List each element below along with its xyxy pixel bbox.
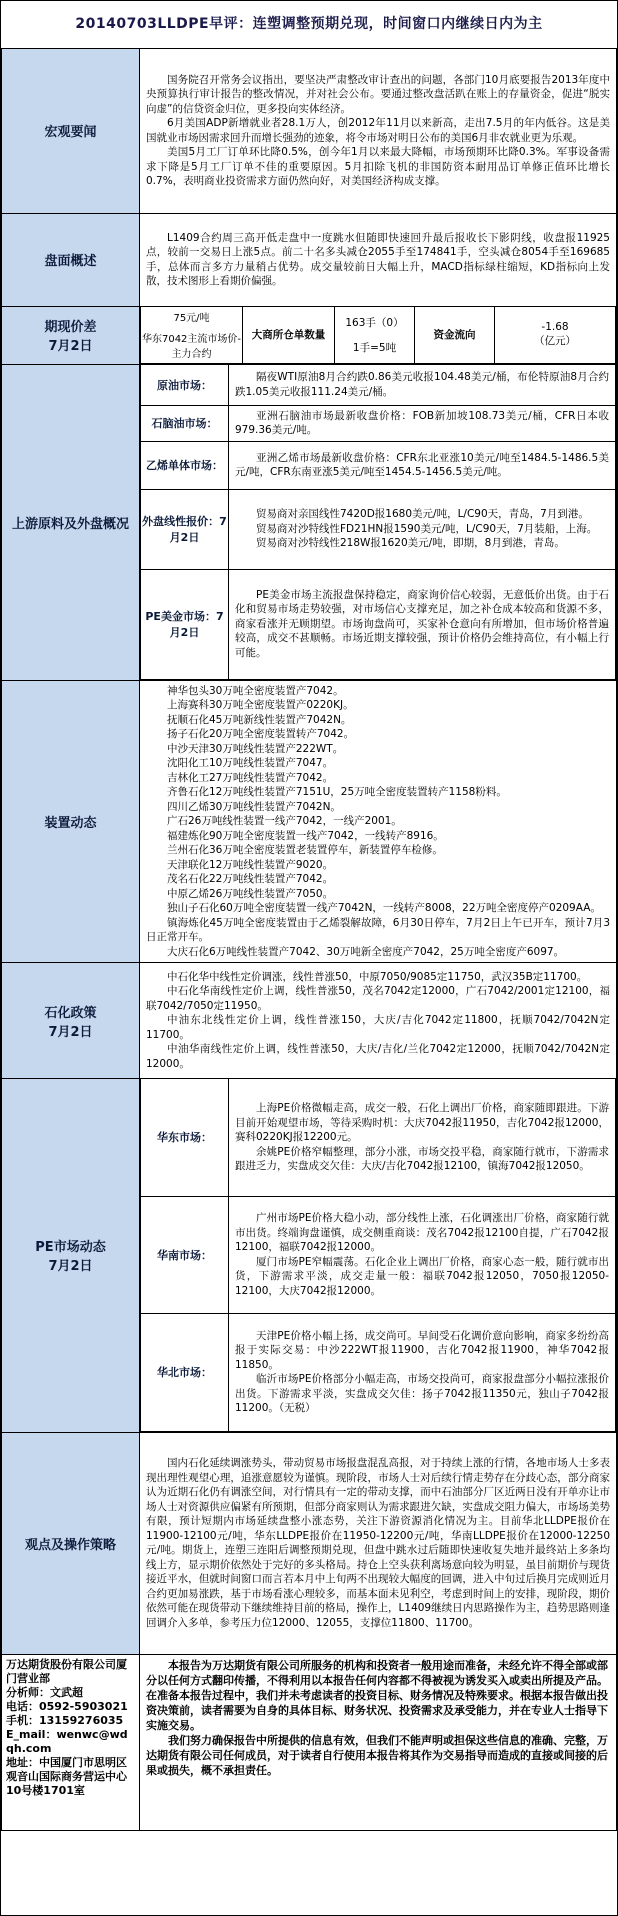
flow-label: 资金流向 — [415, 307, 495, 364]
upstream-item — [141, 489, 616, 569]
pe-market-label — [2, 1079, 140, 1433]
pe-usd-text: PE美金市场主流报盘保持稳定，商家询价信心较弱，无意低价出货。由于石化和贸易市场走势较强，对市场信心支撑充足，加之补仓成本较高和货源不多，商家看涨并无顾期望。市场询盘尚可，买家补仓意向有所增加，但市场价格普遍较高，成交不甚顺畅。市场近期支撑较强，预计价格仍会维持高位，有小幅上行可能。 — [235, 588, 609, 659]
devices-label: 装置动态 — [2, 680, 140, 963]
overview-para: L1409合约周三高开低走盘中一度跳水但随即快速回升最后报收长下影阴线，收盘报11925点，较前一交易日上涨5点。前二十名多头减仓2055手至174841手，空头减仓8054手至169685手，总体而言多方力量稍占优势。成交量较前日大幅上升，MACD指标绿柱缩短，KD指标向上发散，技术图形上看期价偏强。 — [146, 231, 610, 287]
warehouse-label: 大商所仓单数量 — [243, 307, 335, 364]
disclaimer-para: 我们努力确保报告中所提供的信息有效，但我们不能声明或担保这些信息的准确、完整，万达期货有限公司任何成员，对于读者自行使用本报告将其作为交易指导而造成的直接或间接的后果或损失，概不承担责任。 — [146, 1733, 608, 1777]
macro-para: 美国5月工厂订单环比降0.5%，创今年1月以来最大降幅，市场预期环比降0.3%。军事设备需求下降是5月工厂订单不佳的重要原因。5月扣除飞机的非国防资本耐用品订单修正值环比增长0.7%，表明商业投资需求方面仍然向好，对美国经济构成支撑。 — [146, 146, 610, 188]
macro-content — [140, 49, 617, 213]
warehouse-unit: 1手=5吨 — [352, 341, 397, 354]
report-title: 20140703LLDPE早评：连塑调整预期兑现，时间窗口内继续日内为主 — [1, 1, 617, 49]
flow-unit: （亿元） — [534, 335, 576, 348]
disclaimer — [140, 1654, 617, 1830]
flow-value: -1.68 — [541, 321, 569, 334]
device-line: 中原乙烯26万吨线性装置产7050。 — [167, 887, 334, 900]
strategy-row — [2, 1432, 617, 1654]
disclaimer-para: 本报告为万达期货有限公司所服务的机构和投资者一般用途而准备，未经允许不得全部或部分以任何方式翻印传播，不得利用以本报告任何内容都不得被视为诱发买入或卖出所提及产品。在准备本报告过程中，我们并未考虑读者的投资目标、财务情况及特殊要求。根据本报告做出投资决策前，读者需要为自身的具体目标、财务状况、投资需求及承受能力，并在专业人士指导下实施交易。 — [146, 1658, 608, 1732]
device-line: 齐鲁石化12万吨线性装置产7151U，25万吨全密度装置转产1158粉料。 — [167, 786, 507, 798]
basis-content — [140, 306, 617, 365]
analyst: 分析师：文武超 — [6, 1685, 83, 1699]
phone: 电话：0592-5903021 — [6, 1699, 128, 1713]
upstream-item — [141, 569, 616, 679]
basis-label — [2, 306, 140, 365]
overview-row — [2, 213, 617, 306]
east-china-label: 华东市场： — [141, 1079, 229, 1196]
naphtha-text: 亚洲石脑油市场最新收盘价格：FOB新加坡108.73美元/桶，CFR日本收979.36美元/吨。 — [235, 409, 609, 436]
foreign-quote-label: 外盘线性报价：7月2日 — [141, 489, 229, 569]
petro-para: 中石化华中线性定价调涨，线性普涨50，中原7050/9085定11750，武汉35B定11700。 — [167, 970, 588, 983]
pe-region — [141, 1196, 616, 1313]
company-name: 万达期货股份有限公司厦门营业部 — [6, 1657, 127, 1685]
device-line: 四川乙烯30万吨线性装置产7042N。 — [167, 800, 341, 813]
petro-para: 中石化华南线性定价上调，线性普涨50，茂名7042定12000，广石7042/2001定12100，福联7042/7050定11950。 — [146, 985, 610, 1012]
devices-row — [2, 680, 617, 963]
basis-label-line2: 7月2日 — [48, 339, 93, 355]
pe-market-content — [140, 1079, 617, 1433]
device-line: 扬子石化20万吨全密度装置转产7042。 — [167, 728, 355, 740]
crude-label: 原油市场： — [141, 365, 229, 405]
device-line: 神华包头30万吨全密度装置产7042。 — [167, 684, 344, 697]
upstream-row — [2, 365, 617, 681]
pe-market-subtable — [140, 1079, 616, 1432]
north-china-label: 华北市场： — [141, 1313, 229, 1431]
overview-content — [140, 213, 617, 306]
warehouse-value: 163手（0） — [345, 316, 404, 329]
pe-usd-label: PE美金市场：7月2日 — [141, 569, 229, 679]
basis-row — [2, 306, 617, 365]
spread-value: 75元/吨 — [173, 313, 210, 325]
device-line: 天津联化12万吨线性装置产9020。 — [167, 858, 334, 871]
footer-row — [2, 1654, 617, 1830]
pe-market-row — [2, 1079, 617, 1433]
petro-label-line2: 7月2日 — [48, 1024, 93, 1040]
upstream-content — [140, 365, 617, 681]
petro-content — [140, 963, 617, 1079]
upstream-label: 上游原料及外盘概况 — [2, 365, 140, 681]
petro-row — [2, 963, 617, 1079]
crude-text: 隔夜WTI原油8月合约跌0.86美元收报104.48美元/桶，布伦特原油8月合约跌1.05美元收报111.24美元/桶。 — [235, 371, 609, 398]
foreign-quote-line: 贸易商对沙特线性218W报1620美元/吨，即期，8月到港，青岛。 — [256, 537, 565, 550]
macro-row — [2, 49, 617, 213]
macro-para: 国务院召开常务会议指出，要坚决严肃整改审计查出的问题，各部门10月底要报告2013年度中央预算执行审计报告的整改情况，并对社会公布。要通过整改盘活趴在账上的存量资金，促进“脱实向虚”的信贷资金归位，更多投向实体经济。 — [146, 73, 610, 115]
macro-label: 宏观要闻 — [2, 49, 140, 213]
foreign-quote-line: 贸易商对亲国线性7420D报1680美元/吨，L/C90天，青岛，7月到港。 — [256, 508, 589, 521]
upstream-item — [141, 441, 616, 489]
device-line: 福建炼化90万吨全密度装置一线产7042，一线转产8916。 — [167, 829, 444, 842]
device-line: 独山子石化60万吨全密度装置一线产7042N，一线转产8008，22万吨全密度停产0209AA。 — [167, 902, 601, 914]
north-china-para: 临沂市场PE价格部分小幅走高，市场交投尚可，商家报盘部分小幅拉涨报价出货。下游需求平淡，实盘成交欠佳：扬子7042报11350元，独山子7042报11200。（无税） — [235, 1373, 609, 1414]
device-line: 抚顺石化45万吨新线性装置产7042N。 — [167, 713, 352, 726]
north-china-para: 天津PE价格小幅上扬，成交尚可。早间受石化调价意向影响，商家多纷纷高报于实际交易：中沙222WT报11900，吉化7042报11900，神华7042报11850。 — [235, 1329, 609, 1371]
strategy-label: 观点及操作策略 — [2, 1432, 140, 1654]
report-table — [1, 49, 617, 1831]
strategy-text: 国内石化延续调涨势头，带动贸易市场报盘混乱高报，对于持续上涨的行情，各地市场人士多表现出理性观望心理，追涨意愿较为谨慎。现阶段，市场人士对后续行情走势存在分歧心态，部分商家认为近期石化仍有调涨空间，对行情具有一定的带动支撑，而中石油部分厂区近两日没有开单亦让市场人士对资源供应偏紧有所预期，但部分商家则认为需求跟进欠缺，实盘成交阻力偏大，市场场美势有限，预计短期内市场延续盘整小涨态势，关注下游资源消化情况为主。目前华北LLDPE报价在11900-12100元/吨，华东LLDPE报价在11950-12200元/吨，华南LLDPE报价在12000-12250元/吨。期货上，连塑三连阳后调整预期兑现，但盘中跳水过后随即快速收复失地并最终站上多条均线上方，显示期价依然处于完好的多头格局。持仓上空头获利离场意向较为明显，虽目前期价与现货接近平水，但就时间窗口而言若本月中上旬两不出现较大幅度的回调，进入中旬过后换月完成则近月合约更加易涨跌，基于市场看涨心理较多，而基本面未见利空，考虑到时间上的安排，现阶段，期价依然可能在现货带动下继续维持目前的格局，操作上，L1409继续日内思路操作为主，趋势思路则逢回调介入多单，参考压力位12000、12055，支撑位11800、11700。 — [146, 1457, 610, 1629]
south-china-label: 华南市场： — [141, 1196, 229, 1313]
south-china-para: 厦门市场PE窄幅震荡。石化企业上调出厂价格，商家心态一般，随行就市出货，下游需求平淡，成交走量一般：福联7042报12050，7050报12050-12100，大庆7042报12000。 — [235, 1255, 609, 1297]
upstream-subtable — [140, 365, 616, 680]
warehouse-cell — [335, 307, 415, 364]
spread-cell — [141, 307, 243, 364]
device-line: 沈阳化工10万吨线性装置产7047。 — [167, 757, 334, 769]
overview-label: 盘面概述 — [2, 213, 140, 306]
pe-region — [141, 1079, 616, 1196]
upstream-item — [141, 365, 616, 405]
device-line: 广石26万吨线性装置一线产7042，一线产2001。 — [167, 815, 402, 827]
spread-desc: 华东7042主流市场价-主力合约 — [141, 334, 242, 361]
device-line: 中沙天津30万吨线性装置产222WT。 — [167, 742, 344, 755]
petro-label-line1: 石化政策 — [44, 1005, 97, 1021]
devices-content — [140, 680, 617, 963]
upstream-item — [141, 405, 616, 441]
macro-para: 6月美国ADP新增就业者28.1万人，创2012年11月以来新高，走出7.5月的年内低谷。这是美国就业市场因需求回升而增长强劲的迹象，将令市场对明日公布的美国6月非农就业更为乐观。 — [146, 117, 610, 144]
east-china-para: 上海PE价格微幅走高，成交一般，石化上调出厂价格，商家随即跟进。下游目前开始观望市场，等待采购时机：大庆7042报11950，吉化7042报12000，赛科0220KJ报12200元。 — [235, 1102, 609, 1143]
ethylene-text: 亚洲乙烯市场最新收盘价格：CFR东北亚涨10美元/吨至1484.5-1486.5美元/吨，CFR东南亚涨5美元/吨至1454.5-1456.5美元/吨。 — [235, 451, 609, 478]
basis-label-line1: 期现价差 — [44, 320, 97, 336]
east-china-para: 余姚PE价格窄幅整理，部分小涨，市场交投平稳，商家随行就市，下游需求跟进乏力，实盘成交欠佳：大庆/吉化7042报12100，镇海7042报12050。 — [235, 1145, 609, 1172]
pe-region — [141, 1313, 616, 1431]
device-line: 茂名石化22万吨线性装置产7042。 — [167, 873, 334, 885]
device-line: 吉林化工27万吨线性装置产7042。 — [167, 771, 334, 784]
ethylene-label: 乙烯单体市场： — [141, 441, 229, 489]
device-line: 上海赛科30万吨全密度装置产0220KJ。 — [167, 699, 354, 711]
pe-market-label-line1: PE市场动态 — [35, 1240, 106, 1256]
basis-subtable — [140, 307, 616, 365]
petro-para: 中油东北线性定价上调，线性普涨150，大庆/吉化7042定11800，抚顺7042/7042N定11700。 — [146, 1014, 610, 1041]
flow-cell — [495, 307, 616, 364]
mobile: 手机：13159276035 — [6, 1713, 124, 1727]
strategy-content — [140, 1432, 617, 1654]
pe-market-label-line2: 7月2日 — [48, 1259, 93, 1275]
device-line: 大庆石化6万吨线性装置产7042、30万吨新全密度产7042，25万吨全密度产6097。 — [167, 945, 565, 958]
naphtha-label: 石脑油市场： — [141, 405, 229, 441]
petro-label — [2, 963, 140, 1079]
company-info — [2, 1654, 140, 1830]
address: 地址：中国厦门市思明区观音山国际商务营运中心10号楼1701室 — [6, 1755, 127, 1797]
foreign-quote-line: 贸易商对沙特线性FD21HN报1590美元/吨，L/C90天，7月装船，上海。 — [256, 522, 598, 535]
south-china-para: 广州市场PE价格大稳小动，部分线性上涨，石化调涨出厂价格，商家随行就市出货。终端询盘谨慎，成交侧重商谈：茂名7042报12100自提，广石7042报12100，福联7042报12000。 — [235, 1212, 609, 1253]
device-line: 镇海炼化45万吨全密度装置由于乙烯裂解故障，6月30日停车，7月2日上午已开车，预计7月3日正常开车。 — [146, 916, 610, 943]
device-line: 兰州石化36万吨全密度装置老装置停车，新装置停车检修。 — [167, 844, 443, 856]
petro-para: 中油华南线性定价上调，线性普涨50，大庆/吉化/兰化7042定12000，抚顺7042/7042N定12000。 — [146, 1043, 610, 1070]
email: E_mail：wenwc@wdqh.com — [6, 1727, 128, 1755]
